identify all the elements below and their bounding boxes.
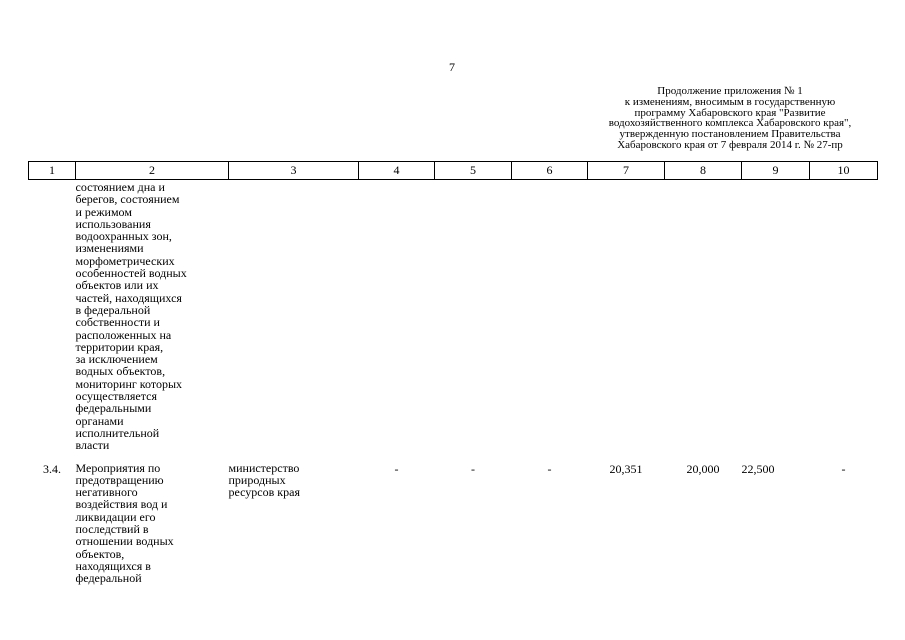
appendix-note-line: к изменениям, вносимым в государственную bbox=[624, 95, 836, 108]
description-line: изменениями bbox=[75, 241, 144, 256]
column-header-5: 5 bbox=[435, 162, 512, 180]
description-line: власти bbox=[75, 438, 110, 453]
description-line: федеральными bbox=[75, 401, 152, 416]
description-line: осуществляется bbox=[75, 389, 157, 404]
appendix-note bbox=[585, 86, 875, 151]
value-cell-6 bbox=[512, 180, 588, 452]
executor-line: природных bbox=[228, 472, 286, 487]
program-table bbox=[28, 161, 878, 585]
description-line: находящихся в bbox=[75, 558, 151, 573]
description-line: федеральной bbox=[75, 571, 142, 586]
description-line: водоохранных зон, bbox=[75, 229, 172, 244]
column-header-8: 8 bbox=[665, 162, 742, 180]
appendix-note-line: утвержденную постановлением Правительства bbox=[619, 128, 841, 141]
description-line: использования bbox=[75, 216, 151, 231]
description-line: объектов, bbox=[75, 546, 125, 561]
row-number-cell: 3.4. bbox=[43, 461, 61, 476]
value-cell-10: - bbox=[841, 461, 846, 476]
executor-cell bbox=[229, 452, 359, 585]
description-line: особенностей водных bbox=[75, 266, 187, 281]
table-row-continuation bbox=[29, 180, 878, 452]
description-cell bbox=[76, 452, 229, 585]
value-cell-10 bbox=[810, 180, 878, 452]
description-line: Мероприятия по bbox=[75, 460, 161, 475]
description-line: и режимом bbox=[75, 204, 132, 219]
description-line: расположенных на bbox=[75, 327, 172, 342]
description-line: состоянием дна и bbox=[75, 180, 165, 194]
description-line: объектов или их bbox=[75, 278, 159, 293]
column-header-6: 6 bbox=[512, 162, 588, 180]
table-header-row bbox=[29, 162, 878, 180]
page-number: 7 bbox=[449, 60, 455, 74]
appendix-note-line: программу Хабаровского края "Развитие bbox=[634, 106, 826, 119]
value-cell-7: 20,351 bbox=[609, 461, 643, 476]
description-line: мониторинг которых bbox=[75, 376, 182, 391]
description-line: последствий в bbox=[75, 522, 149, 537]
description-line: берегов, состоянием bbox=[75, 192, 180, 207]
appendix-note-line: водохозяйственного комплекса Хабаровского края", bbox=[608, 117, 852, 130]
column-header-9: 9 bbox=[742, 162, 810, 180]
description-line: территории края, bbox=[75, 339, 164, 354]
column-header-3: 3 bbox=[229, 162, 359, 180]
value-cell-8: 20,000 bbox=[686, 461, 720, 476]
description-line: ликвидации его bbox=[75, 509, 156, 524]
description-line: предотвращению bbox=[75, 472, 164, 487]
executor-line: ресурсов края bbox=[228, 485, 300, 500]
description-line: морфометрических bbox=[75, 253, 175, 268]
description-line: в федеральной bbox=[75, 302, 151, 317]
column-header-2: 2 bbox=[76, 162, 229, 180]
value-cell-9 bbox=[742, 180, 810, 452]
table-row-3-4 bbox=[29, 452, 878, 585]
appendix-note-line: Продолжение приложения № 1 bbox=[657, 85, 803, 97]
column-header-1: 1 bbox=[29, 162, 76, 180]
value-cell-6: - bbox=[547, 461, 552, 476]
description-line: частей, находящихся bbox=[75, 290, 182, 305]
appendix-note-line: Хабаровского края от 7 февраля 2014 г. № 27-пр bbox=[617, 138, 843, 151]
value-cell-9: 22,500 bbox=[741, 461, 775, 476]
description-line: воздействия вод и bbox=[75, 497, 168, 512]
value-cell-4 bbox=[359, 180, 435, 452]
value-cell-8 bbox=[665, 180, 742, 452]
description-line: собственности и bbox=[75, 315, 160, 330]
description-line: отношении водных bbox=[75, 534, 174, 549]
description-line: органами bbox=[75, 413, 124, 428]
executor-line: министерство bbox=[228, 460, 300, 475]
value-cell-7 bbox=[588, 180, 665, 452]
description-cell bbox=[76, 180, 229, 452]
row-number-cell bbox=[29, 180, 76, 452]
value-cell-5 bbox=[435, 180, 512, 452]
description-line: водных объектов, bbox=[75, 364, 166, 379]
description-line: исполнительной bbox=[75, 425, 160, 440]
column-header-4: 4 bbox=[359, 162, 435, 180]
value-cell-5: - bbox=[471, 461, 475, 476]
column-header-10: 10 bbox=[810, 162, 878, 180]
value-cell-4: - bbox=[394, 461, 399, 476]
description-line: за исключением bbox=[75, 352, 158, 367]
description-line: негативного bbox=[75, 485, 138, 500]
column-header-7: 7 bbox=[588, 162, 665, 180]
executor-cell bbox=[229, 180, 359, 452]
